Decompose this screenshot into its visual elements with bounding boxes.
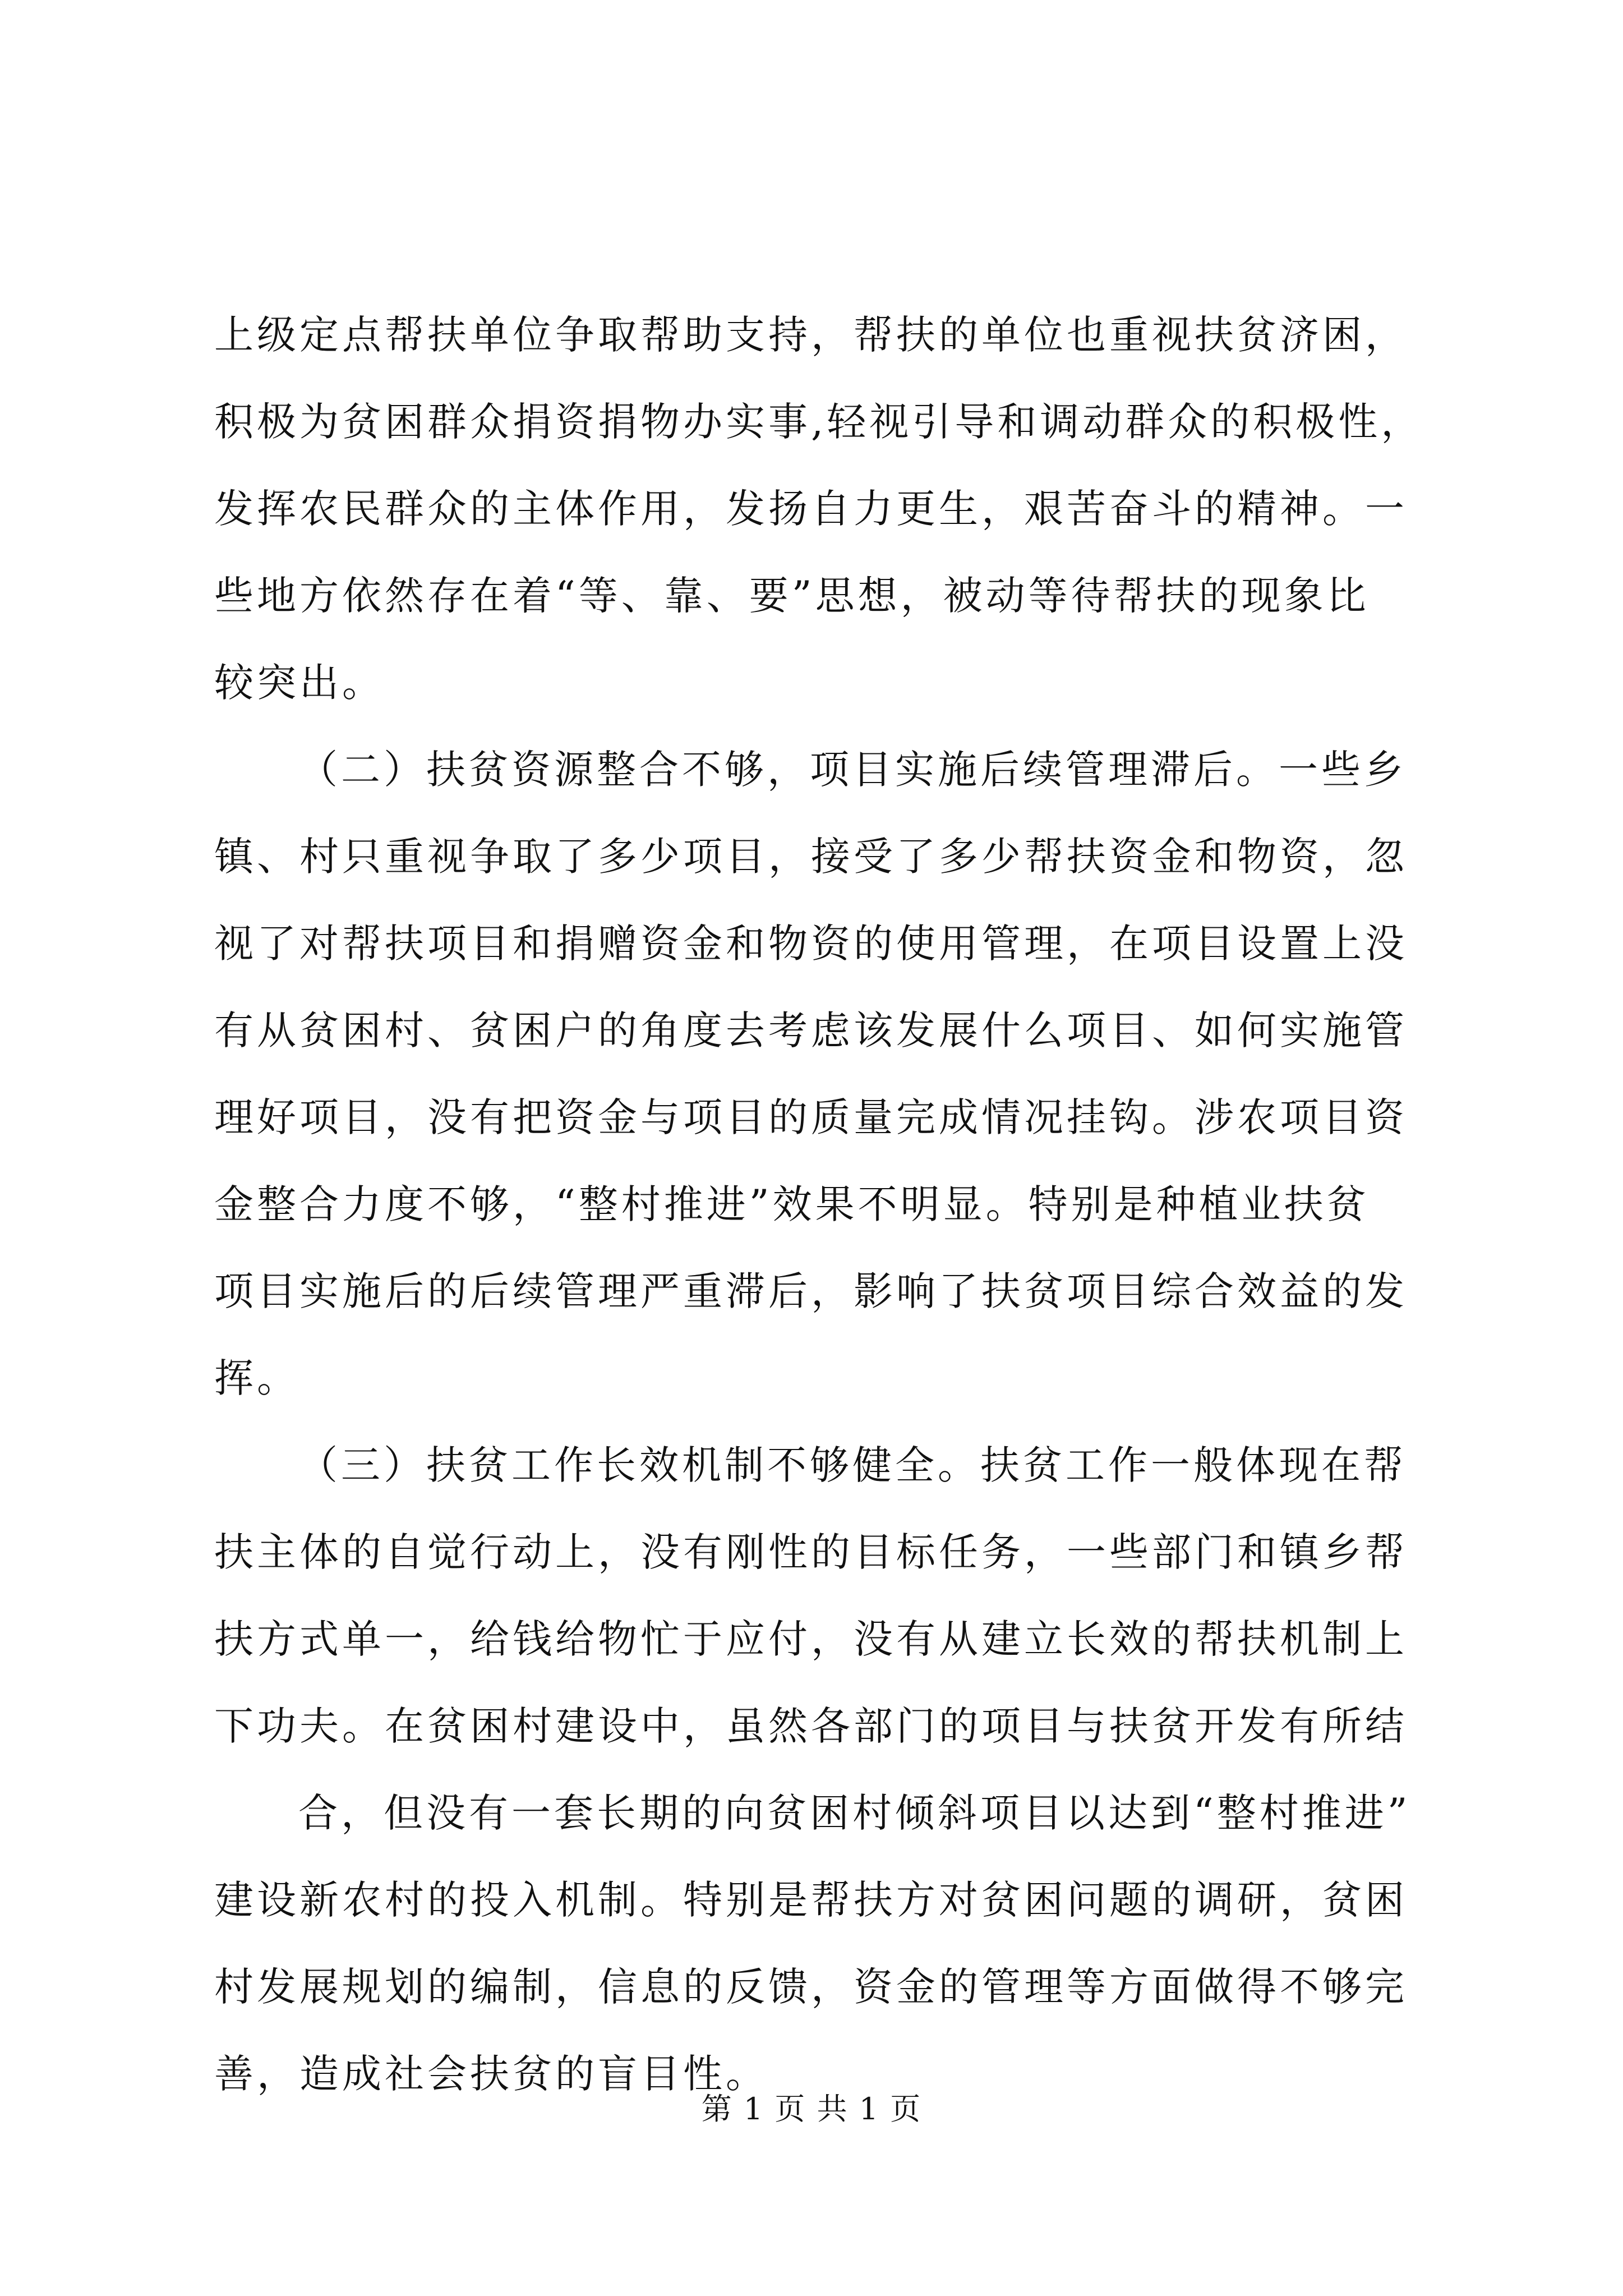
text-line: 金整合力度不够，“整村推进”效果不明显。特别是种植业扶贫 (214, 1181, 1370, 1227)
text-line: 较突出。 (214, 660, 385, 706)
text-line: 些地方依然存在着“等、靠、要”思想，被动等待帮扶的现象比 (214, 573, 1370, 619)
document-body (214, 292, 1424, 2118)
text-line: 镇、村只重视争取了多少项目，接受了多少帮扶资金和物资，忽 (214, 834, 1408, 880)
text-line: 积极为贫困群众捐资捐物办实事,轻视引导和调动群众的积极性， (214, 399, 1424, 445)
text-line: 挥。 (214, 1355, 299, 1401)
text-line: 建设新农村的投入机制。特别是帮扶方对贫困问题的调研，贫困 (214, 1877, 1408, 1923)
text-line: 有从贫困村、贫困户的角度去考虑该发展什么项目、如何实施管 (214, 1007, 1408, 1053)
text-line: （二）扶贫资源整合不够，项目实施后续管理滞后。一些乡 (298, 747, 1407, 793)
text-line: 扶主体的自觉行动上，没有刚性的目标任务，一些部门和镇乡帮 (214, 1529, 1408, 1575)
text-line: 合，但没有一套长期的向贫困村倾斜项目以达到“整村推进” (298, 1790, 1411, 1836)
text-line: 善，造成社会扶贫的盲目性。 (214, 2051, 768, 2097)
text-line: 发挥农民群众的主体作用，发扬自力更生，艰苦奋斗的精神。一 (214, 486, 1408, 532)
text-line: 理好项目，没有把资金与项目的质量完成情况挂钩。涉农项目资 (214, 1094, 1408, 1140)
text-line: 上级定点帮扶单位争取帮助支持，帮扶的单位也重视扶贫济困， (214, 312, 1408, 358)
text-line: 下功夫。在贫困村建设中，虽然各部门的项目与扶贫开发有所结 (214, 1703, 1408, 1749)
text-line: 视了对帮扶项目和捐赠资金和物资的使用管理，在项目设置上没 (214, 921, 1408, 967)
text-line: 项目实施后的后续管理严重滞后，影响了扶贫项目综合效益的发 (214, 1268, 1408, 1314)
text-line: （三）扶贫工作长效机制不够健全。扶贫工作一般体现在帮 (298, 1442, 1407, 1488)
page-footer: 第 1 页 共 1 页 (701, 2091, 922, 2127)
text-line: 村发展规划的编制，信息的反馈，资金的管理等方面做得不够完 (214, 1964, 1408, 2010)
text-line: 扶方式单一，给钱给物忙于应付，没有从建立长效的帮扶机制上 (214, 1616, 1408, 1662)
